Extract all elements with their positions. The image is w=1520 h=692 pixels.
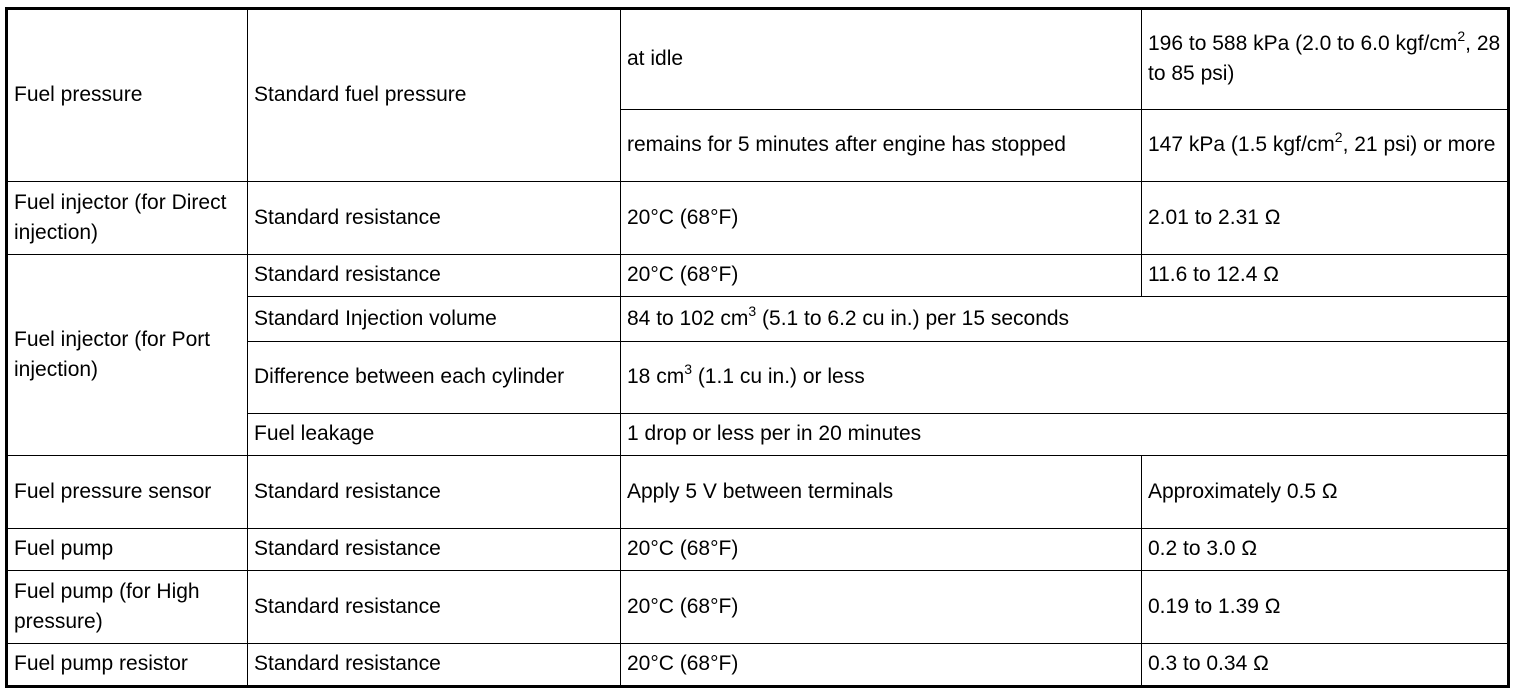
item-pressure-sensor (7, 456, 248, 529)
value-label: 1 drop or less per in 20 minutes (627, 422, 922, 445)
condition-label: 20°C (68°F) (627, 205, 739, 229)
value-resistance (1142, 529, 1509, 571)
spec-label: Fuel leakage (254, 422, 375, 445)
value-label: 0.2 to 3.0 Ω (1148, 537, 1258, 560)
condition-temperature (621, 571, 1142, 644)
value-text: (1.1 cu in.) or less (691, 365, 865, 388)
spec-label: Standard fuel pressure (254, 83, 467, 106)
superscript: 2 (1334, 129, 1343, 145)
value-label: 11.6 to 12.4 Ω (1148, 263, 1279, 286)
value-resistance (1142, 255, 1509, 297)
table-row (7, 456, 1509, 529)
condition-apply-voltage (621, 456, 1142, 529)
condition-label: at idle (627, 47, 684, 70)
value-resistance (1142, 182, 1509, 255)
condition-line: remains for 5 minutes after engine has (627, 133, 986, 156)
item-label: Fuel pump resistor (14, 652, 188, 675)
spec-standard-resistance (248, 255, 621, 297)
item-line: (for Direct injection) (14, 190, 227, 244)
superscript: 3 (684, 361, 692, 377)
condition-temperature (621, 255, 1142, 297)
spec-label: Standard resistance (254, 205, 441, 229)
item-line: (for High pressure) (14, 579, 200, 633)
table-row (7, 182, 1509, 255)
value-resistance (1142, 644, 1509, 687)
item-label: Fuel pressure (14, 83, 143, 106)
spec-label: Standard resistance (254, 537, 441, 560)
value-label: Approximately 0.5 Ω (1148, 479, 1338, 503)
value-text: 18 cm (627, 365, 685, 388)
value-resistance (1142, 571, 1509, 644)
value-line: 147 kPa (1148, 133, 1226, 156)
table-row (7, 255, 1509, 297)
item-fuel-pump (7, 529, 248, 571)
value-cylinder-difference (621, 342, 1509, 414)
value-line: psi) (1200, 62, 1235, 85)
value-text: (5.1 to 6.2 cu in.) per 15 seconds (756, 306, 1070, 330)
spec-standard-fuel-pressure (248, 9, 621, 182)
condition-label: 20°C (68°F) (627, 263, 739, 286)
condition-label: Apply 5 V between terminals (627, 479, 894, 503)
condition-after-stop (621, 110, 1142, 182)
item-line: sensor (148, 479, 212, 503)
spec-line: Difference between each (254, 365, 486, 388)
item-injector-direct (7, 182, 248, 255)
spec-label: Standard resistance (254, 594, 441, 618)
table-row (7, 644, 1509, 687)
value-text: , 28 to 85 (1148, 32, 1501, 85)
spec-label: Standard resistance (254, 479, 441, 503)
spec-label: Standard resistance (254, 652, 441, 675)
table-row (7, 9, 1509, 110)
item-fuel-pump-high (7, 571, 248, 644)
table-row (7, 529, 1509, 571)
value-idle-pressure (1142, 9, 1509, 110)
spec-label: Standard resistance (254, 263, 441, 286)
spec-injection-volume (248, 297, 621, 342)
condition-label: 20°C (68°F) (627, 537, 739, 560)
condition-line: stopped (991, 133, 1066, 156)
value-label: 2.01 to 2.31 Ω (1148, 205, 1281, 229)
condition-at-idle (621, 9, 1142, 110)
spec-fuel-leakage (248, 414, 621, 456)
superscript: 3 (748, 302, 757, 319)
value-after-stop-pressure (1142, 110, 1509, 182)
condition-temperature (621, 182, 1142, 255)
condition-label: 20°C (68°F) (627, 594, 739, 618)
value-fuel-leakage (621, 414, 1509, 456)
condition-label: 20°C (68°F) (627, 652, 739, 675)
value-line: 196 to 588 kPa (1148, 32, 1290, 55)
item-injector-port (7, 255, 248, 456)
spec-standard-resistance (248, 644, 621, 687)
spec-standard-resistance (248, 456, 621, 529)
item-line: Fuel injector (14, 190, 129, 214)
superscript: 2 (1457, 28, 1466, 44)
spec-label: Standard Injection volume (254, 306, 497, 330)
item-line: Fuel injector (14, 327, 129, 351)
value-text: , 21 psi) or more (1342, 133, 1496, 156)
value-line (1230, 129, 1496, 156)
value-text: (1.5 kgf/cm (1230, 133, 1335, 156)
value-resistance (1142, 456, 1509, 529)
item-pump-resistor (7, 644, 248, 687)
spec-cylinder-difference (248, 342, 621, 414)
item-line: (for Port injection) (14, 327, 211, 381)
fuel-system-spec-table (5, 7, 1510, 688)
value-injection-volume (621, 297, 1509, 342)
value-label: 0.19 to 1.39 Ω (1148, 594, 1281, 618)
spec-standard-resistance (248, 182, 621, 255)
item-label: Fuel pump (14, 537, 114, 560)
value-label: 0.3 to 0.34 Ω (1148, 652, 1269, 675)
spec-standard-resistance (248, 571, 621, 644)
spec-line: cylinder (491, 365, 565, 388)
item-fuel-pressure (7, 9, 248, 182)
condition-temperature (621, 644, 1142, 687)
value-text: 84 to 102 cm (627, 306, 749, 330)
value-text: (2.0 to 6.0 kgf/cm (1295, 32, 1458, 55)
table-row (7, 571, 1509, 644)
condition-temperature (621, 529, 1142, 571)
item-line: Fuel pump (14, 579, 114, 603)
spec-standard-resistance (248, 529, 621, 571)
item-line: Fuel pressure (14, 479, 143, 503)
